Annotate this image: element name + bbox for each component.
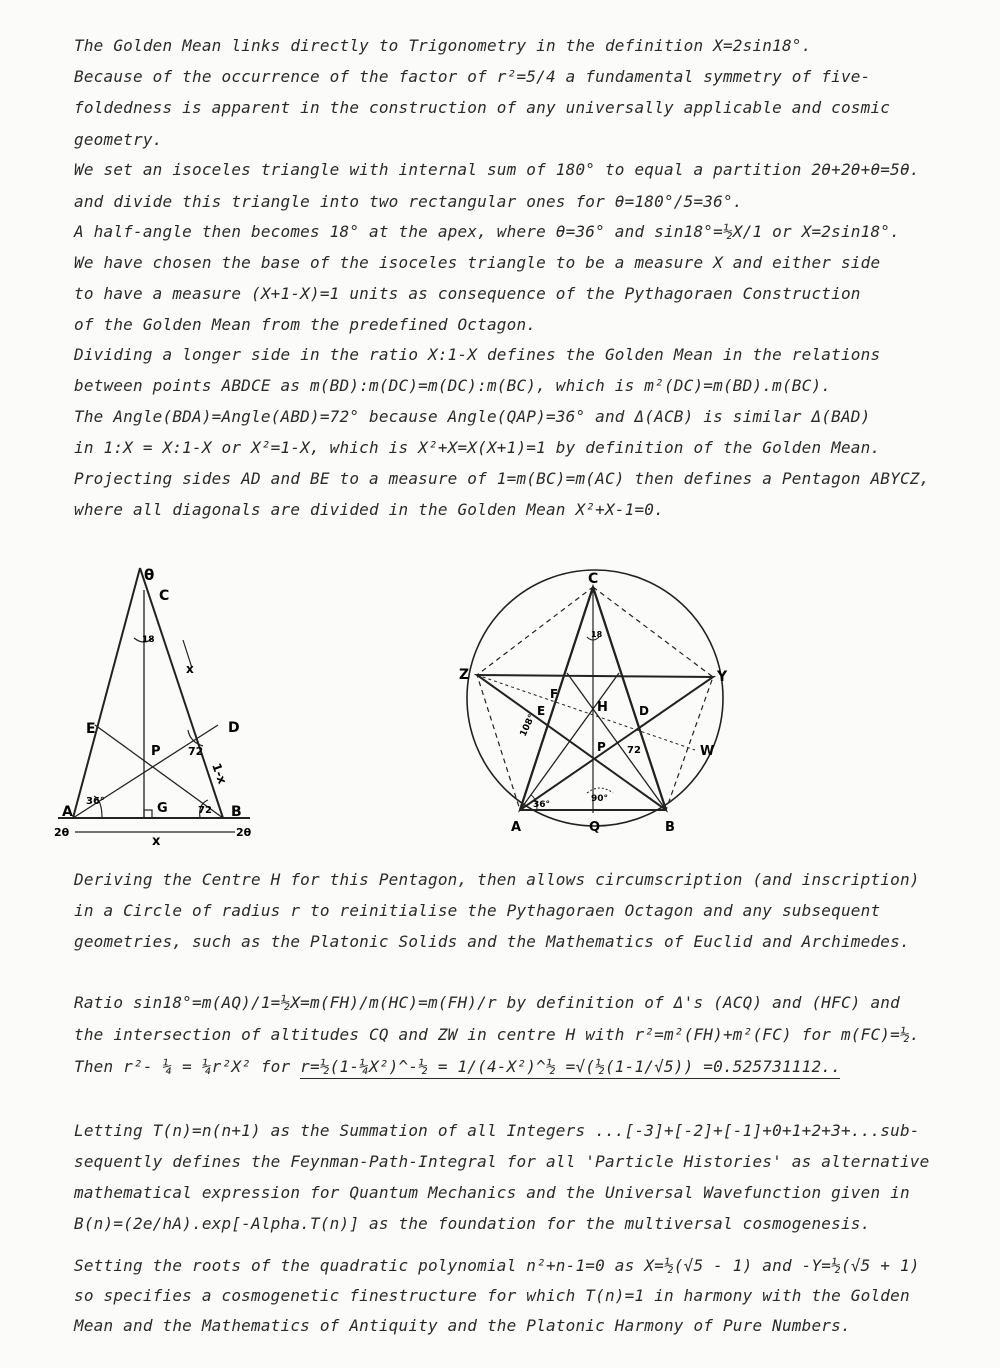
label-z: Z (459, 667, 470, 683)
text-line: Setting the roots of the quadratic polynomial n²+n-1=0 as X=½(√5 - 1) and -Y=½(√5 + 1) (74, 1256, 920, 1275)
text-line: foldedness is apparent in the construction of any universally applicable and cosmic (74, 98, 891, 117)
label-f: F (550, 687, 559, 701)
circumcircle (467, 570, 723, 826)
text-line: Ratio sin18°=m(AQ)/1=½X=m(FH)/m(HC)=m(FH)/r by definition of Δ's (ACQ) and (HFC) and (74, 993, 900, 1012)
text-line: Because of the occurrence of the factor of r²=5/4 a fundamental symmetry of five- (74, 67, 871, 86)
label-c: C (159, 588, 170, 604)
text-line: We set an isoceles triangle with internal sum of 180° to equal a partition 2θ+2θ+θ=5θ. (74, 160, 920, 179)
label-p: P (151, 744, 161, 759)
label-two-theta-right: 2θ (236, 826, 252, 839)
text-line: sequently defines the Feynman-Path-Integral for all 'Particle Histories' as alternative (74, 1152, 930, 1171)
text-line: where all diagonals are divided in the Golden Mean X²+X-1=0. (74, 500, 664, 519)
text-line: geometries, such as the Platonic Solids and the Mathematics of Euclid and Archimedes. (74, 932, 910, 951)
label-angle-90: 90° (591, 794, 609, 804)
text-line: The Angle(BDA)=Angle(ABD)=72° because Angle(QAP)=36° and Δ(ACB) is similar Δ(BAD) (74, 407, 871, 426)
text-line: mathematical expression for Quantum Mechanics and the Universal Wavefunction given in (74, 1183, 910, 1202)
text-line: to have a measure (X+1-X)=1 units as consequence of the Pythagoraen Construction (74, 284, 861, 303)
text-line: Then r²- ¼ = ¼r²X² for r=½(1-¼X²)^-½ = 1/(4-X²)^½ =√(½(1-1/√5)) =0.525731112.. (74, 1057, 841, 1076)
line-be (567, 673, 666, 810)
text-line: Projecting sides AD and BE to a measure of 1=m(BC)=m(AC) then defines a Pentagon ABYCZ, (74, 469, 930, 488)
label-two-theta-left: 2θ (54, 826, 70, 839)
text-line: the intersection of altitudes CQ and ZW in centre H with r²=m²(FH)+m²(FC) for m(FC)=½. (74, 1025, 920, 1044)
text-line: and divide this triangle into two rectangular ones for θ=180°/5=36°. (74, 192, 743, 211)
label-d: D (639, 704, 649, 718)
label-w: W (700, 744, 715, 759)
text-line: The Golden Mean links directly to Trigonometry in the definition X=2sin18°. (74, 36, 812, 55)
text-line: between points ABDCE as m(BD):m(DC)=m(DC):m(BC), which is m²(DC)=m(BD).m(BC). (74, 376, 832, 395)
label-angle-108: 108° (518, 712, 538, 739)
label-g: G (157, 801, 168, 816)
text-line: Mean and the Mathematics of Antiquity and the Platonic Harmony of Pure Numbers. (74, 1316, 851, 1335)
label-d: D (228, 720, 240, 736)
label-b: B (665, 820, 675, 835)
label-angle-18: 18 (591, 630, 603, 639)
label-q: Q (589, 820, 601, 835)
label-angle-36: 36° (533, 800, 551, 810)
label-e: E (537, 704, 546, 718)
text-line: Deriving the Centre H for this Pentagon, then allows cіrcumscription (and inscription) (74, 870, 920, 889)
label-e: E (86, 721, 96, 737)
right-angle-mark (144, 810, 152, 818)
pentagon-circle-figure (455, 565, 745, 855)
isoceles-triangle-figure (40, 560, 280, 850)
label-angle-18: 18 (142, 635, 155, 645)
label-a: A (511, 820, 522, 835)
text-line: of the Golden Mean from the predefined Octagon. (74, 315, 537, 334)
label-y: Y (717, 669, 728, 685)
text-line: A half-angle then becomes 18° at the apex, where θ=36° and sin18°=½X/1 or X=2sin18°. (74, 222, 900, 241)
label-a: A (62, 804, 73, 820)
pentagon-abycz (477, 587, 713, 810)
side-ac (73, 568, 140, 818)
side-cb (593, 587, 666, 810)
text-line: so specifies a cosmogenetic finestructure for which T(n)=1 in harmony with the Golden (74, 1286, 910, 1305)
label-angle-72-d: 72 (188, 745, 204, 758)
label-p: P (597, 740, 606, 754)
text-line: We have chosen the base of the isoceles triangle to be a measure X and either side (74, 253, 881, 272)
text-line: geometry. (74, 130, 163, 149)
label-angle-72: 72 (627, 745, 641, 756)
label-angle-72-b: 72 (198, 805, 212, 816)
label-theta: θ (144, 566, 155, 584)
label-h: H (597, 700, 608, 715)
label-x-side: x (186, 662, 194, 676)
label-angle-36: 36° (86, 796, 105, 807)
label-x-base: x (152, 834, 161, 849)
label-b: B (231, 804, 242, 820)
label-c: C (588, 571, 599, 587)
text-line: Letting T(n)=n(n+1) as the Summation of all Integers ...[-3]+[-2]+[-1]+0+1+2+3+...sub- (74, 1121, 920, 1140)
label-one-minus-x: 1-x (209, 761, 230, 786)
text-line: in 1:X = X:1-X or X²=1-X, which is X²+X=X(X+1)=1 by definition of the Golden Mean. (74, 438, 881, 457)
text-line: B(n)=(2e/hA).exp[-Alpha.T(n)] as the foundation for the multiversal cosmogenesis. (74, 1214, 871, 1233)
angle-90-arc (587, 788, 613, 793)
formula-underline (300, 1078, 840, 1079)
text-line: Dividing a longer side in the ratio X:1-X defines the Golden Mean in the relations (74, 345, 881, 364)
side-bc (140, 568, 223, 818)
text-line: in a Circle of radius r to reinitialise the Pythagoraen Octagon and any subsequent (74, 901, 881, 920)
